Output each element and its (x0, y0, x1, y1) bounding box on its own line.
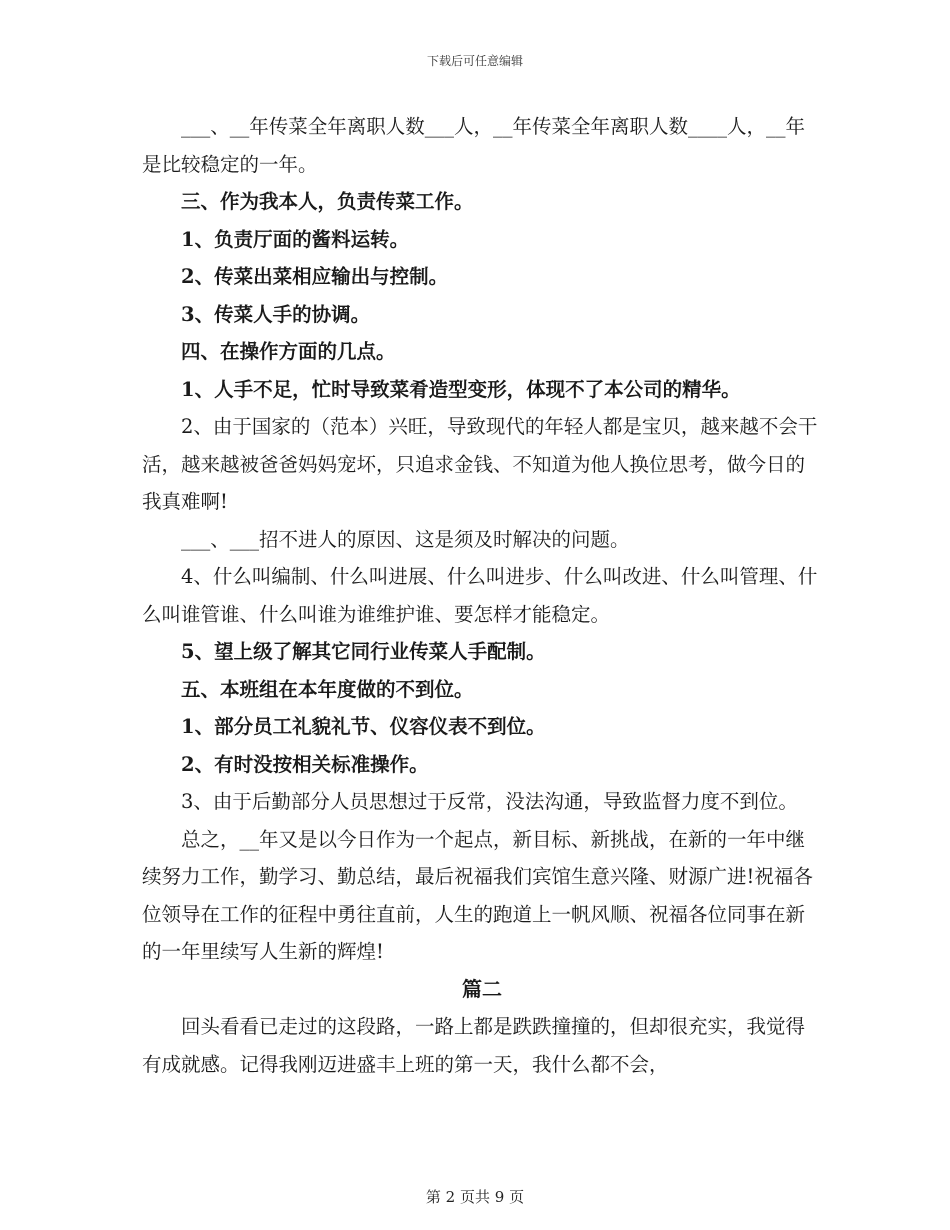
list-item: 1、人手不足，忙时导致菜肴造型变形，体现不了本公司的精华。 (181, 377, 741, 401)
list-item: 2、传菜出菜相应输出与控制。 (181, 265, 449, 288)
paragraph: 2、由于国家的（范本）兴旺，导致现代的年轻人都是宝贝，越来越不会干活，越来越被爸爸妈妈宠坏，只追求金钱、不知道为他人换位思考，做今日的我真难啊! (142, 415, 818, 513)
paragraph: ___、___招不进人的原因、这是须及时解决的问题。 (181, 527, 630, 551)
list-item: 3、传菜人手的协调。 (181, 302, 371, 326)
chapter-title: 篇二 (462, 976, 502, 1001)
paragraph-summary: 总之，__年又是以今日作为一个起点，新目标、新挑战，在新的一年中继续努力工作，勤学习、勤总结，最后祝福我们宾馆生意兴隆、财源广进!祝福各位领导在工作的征程中勇往直前，人生的跑道上一帆风顺、祝福各位同事在新的一年里续写人生新的辉煌! (142, 827, 813, 963)
page-footer: 第 2 页共 9 页 (425, 1188, 525, 1206)
page-header: 下载后可任意编辑 (426, 54, 523, 68)
section-heading-4: 四、在操作方面的几点。 (181, 340, 396, 363)
section-heading-5: 五、本班组在本年度做的不到位。 (181, 677, 474, 701)
list-item: 2、有时没按相关标准操作。 (181, 752, 429, 776)
document-body (142, 108, 822, 1083)
paragraph: 回头看看已走过的这段路，一路上都是跌跌撞撞的，但却很充实，我觉得有成就感。记得我刚迈进盛丰上班的第一天，我什么都不会， (142, 1015, 806, 1076)
list-item: 5、望上级了解其它同行业传菜人手配制。 (181, 640, 546, 663)
list-item: 1、部分员工礼貌礼节、仪容仪表不到位。 (181, 715, 546, 738)
section-heading-3: 三、作为我本人，负责传菜工作。 (181, 190, 474, 213)
paragraph: 4、什么叫编制、什么叫进展、什么叫进步、什么叫改进、什么叫管理、什么叫谁管谁、什么叫谁为谁维护谁、要怎样才能稳定。 (142, 565, 818, 626)
paragraph-turnover: ___、__年传菜全年离职人数___人，__年传菜全年离职人数____人，__年是比较稳定的一年。 (142, 115, 806, 176)
paragraph: 3、由于后勤部分人员思想过于反常，没法沟通，导致监督力度不到位。 (181, 790, 798, 813)
list-item: 1、负责厅面的酱料运转。 (181, 227, 410, 251)
